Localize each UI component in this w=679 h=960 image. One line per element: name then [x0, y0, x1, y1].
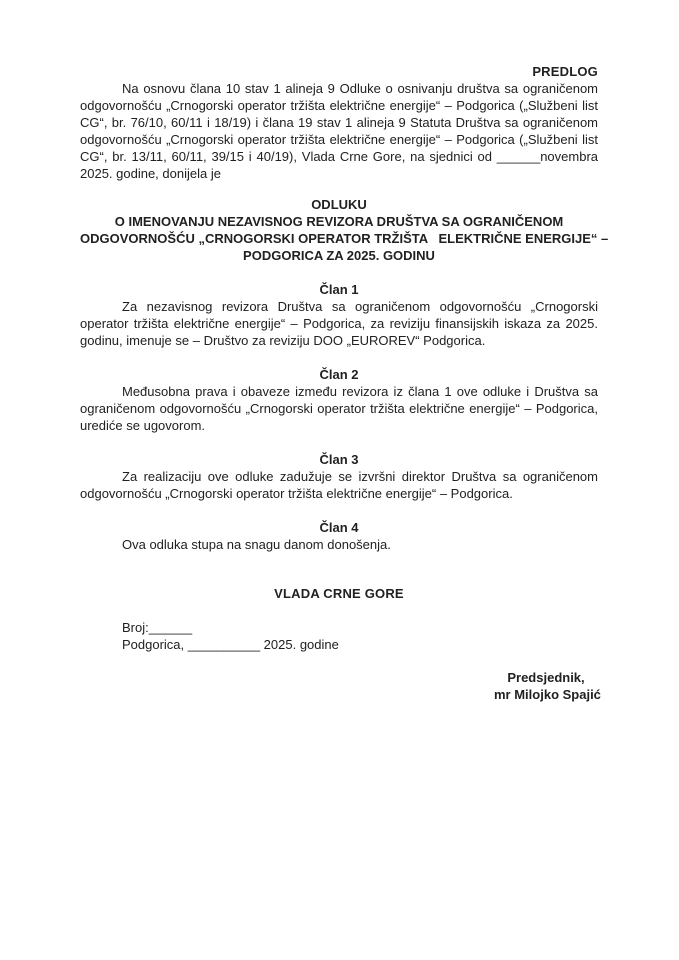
document-title-line-3: ODGOVORNOŠĆU „CRNOGORSKI OPERATOR TRŽIŠTA ELEKTRIČNE ENERGIJE“ –	[80, 231, 609, 246]
article-4-heading: Član 4	[319, 520, 359, 535]
document-title	[80, 196, 609, 264]
article-3-text: Za realizaciju ove odluke zadužuje se izvršni direktor Društva sa ograničenom odgovornošću „Crnogorski operator tržišta električne energije“ – Podgorica.	[80, 469, 598, 501]
number-place-block	[80, 619, 598, 653]
preamble-paragraph: Na osnovu člana 10 stav 1 alineja 9 Odluke o osnivanju društva sa ograničenom odgovornošću „Crnogorski operator tržišta električne energije“ – Podgorica („Službeni list CG“, br. 76/10, 60/11 i 18/19) i člana 19 stav 1 alineja 9 Statuta Društva sa ograničenom odgovornošću „Crnogorski operator tržišta električne energije“ – Podgorica („Službeni list CG“, br. 13/11, 60/11, 39/15 i 40/19), Vlada Crne Gore, na sjednici od ______novembra 2025. godine, donijela je	[80, 81, 598, 181]
signature-block	[494, 669, 601, 703]
article-1-heading: Član 1	[319, 282, 359, 297]
article-2-heading: Član 2	[319, 367, 359, 382]
document-title-line-2: O IMENOVANJU NEZAVISNOG REVIZORA DRUŠTVA SA OGRANIČENOM	[114, 214, 564, 229]
place-date-line: Podgorica, __________ 2025. godine	[122, 637, 339, 652]
article-4-text: Ova odluka stupa na snagu danom donošenja.	[122, 537, 391, 552]
article-2-text: Međusobna prava i obaveze između revizora iz člana 1 ove odluke i Društva sa ograničenom odgovornošću „Crnogorski operator tržišta električne energije“ – Podgorica, urediće se ugovorom.	[80, 384, 598, 433]
document-title-line-1: ODLUKU	[311, 197, 367, 212]
predlog-label: PREDLOG	[532, 64, 598, 79]
document-title-line-4: PODGORICA ZA 2025. GODINU	[243, 248, 435, 263]
signature-name: mr Milojko Spajić	[494, 687, 601, 702]
number-line: Broj:______	[122, 620, 193, 635]
article-1-text: Za nezavisnog revizora Društva sa ograničenom odgovornošću „Crnogorski operator tržišta električne energije“ – Podgorica, za reviziju finansijskih iskaza za 2025. godinu, imenuje se – Društvo za reviziju DOO „EUROREV“ Podgorica.	[80, 299, 598, 348]
article-3-heading: Član 3	[319, 452, 359, 467]
signature-role: Predsjednik,	[507, 670, 585, 685]
issuer-title: VLADA CRNE GORE	[274, 586, 404, 601]
